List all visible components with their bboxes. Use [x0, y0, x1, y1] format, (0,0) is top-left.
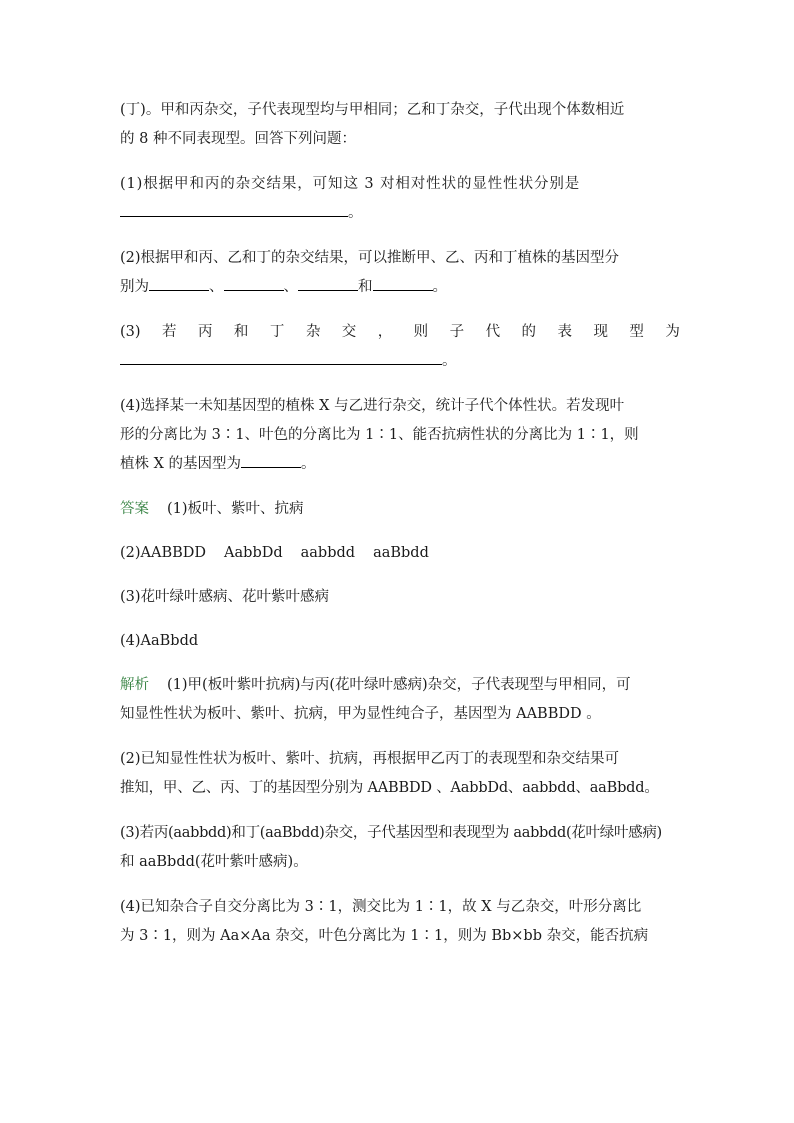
answer-blank: [241, 450, 301, 468]
text-line: (1)根据甲和丙的杂交结果，可知这 3 对相对性状的显性性状分别是: [120, 176, 581, 192]
analysis-1: [120, 671, 680, 729]
answer-blank: [224, 273, 284, 291]
text-line: 和 aaBbdd(花叶紫叶感病)。: [120, 854, 308, 870]
answer-2: (2)AABBDD AabbDd aabbdd aaBbdd: [120, 545, 429, 561]
text-line: (4)已知杂合子自交分离比为 3∶1，测交比为 1∶1，故 X 与乙杂交，叶形分离比: [120, 899, 642, 915]
answer-blank: [149, 273, 209, 291]
text-line: 为 3∶1，则为 Aa×Aa 杂交，叶色分离比为 1∶1，则为 Bb×bb 杂交，能否抗病: [120, 928, 649, 944]
question-4: [120, 392, 680, 479]
question-2: [120, 244, 680, 302]
text-line: 推知，甲、乙、丙、丁的基因型分别为 AABBDD 、AabbDd、aabbdd、aaBbdd。: [120, 780, 659, 796]
text-line: (4)选择某一未知基因型的植株 X 与乙进行杂交，统计子代个体性状。若发现叶: [120, 398, 625, 414]
question-1: [120, 170, 680, 228]
text-line: 形的分离比为 3∶1、叶色的分离比为 1∶1、能否抗病性状的分离比为 1∶1，则: [120, 427, 639, 443]
text-line: (丁)。甲和丙杂交，子代表现型均与甲相同；乙和丁杂交，子代出现个体数相近: [120, 102, 625, 118]
analysis-label: 解析: [120, 677, 149, 693]
spread-line: (3) 若 丙 和 丁 杂 交 ， 则 子 代 的 表 现 型 为: [120, 324, 680, 340]
answer-1: 答案 (1)板叶、紫叶、抗病: [120, 501, 304, 517]
text-line: 。: [120, 347, 680, 376]
question-intro: [120, 96, 680, 154]
answer-label: 答案: [120, 501, 149, 517]
answer-blank: [120, 199, 348, 217]
analysis-2: [120, 745, 680, 803]
document-content: [120, 96, 680, 967]
text-line: (2)根据甲和丙、乙和丁的杂交结果，可以推断甲、乙、丙和丁植株的基因型分: [120, 250, 620, 266]
text-line: 别为 、 、 和 。: [120, 273, 680, 302]
answer-3: (3)花叶绿叶感病、花叶紫叶感病: [120, 589, 330, 605]
analysis-4: [120, 893, 680, 951]
text-line: (2)已知显性性状为板叶、紫叶、抗病，再根据甲乙丙丁的表现型和杂交结果可: [120, 751, 620, 767]
answer-4: (4)AaBbdd: [120, 633, 199, 649]
text-line: 解析 (1)甲(板叶紫叶抗病)与丙(花叶绿叶感病)杂交，子代表现型与甲相同，可: [120, 677, 631, 693]
text-line: (3)若丙(aabbdd)和丁(aaBbdd)杂交，子代基因型和表现型为 aabbdd(花叶绿叶感病): [120, 825, 662, 841]
answer-blank: [298, 273, 358, 291]
answer-blank: [120, 347, 442, 365]
text-line: 的 8 种不同表现型。回答下列问题：: [120, 131, 356, 147]
question-3: [120, 318, 680, 376]
text-line: 植株 X 的基因型为 。: [120, 450, 680, 479]
analysis-3: [120, 819, 680, 877]
answer-blank: [373, 273, 433, 291]
text-line: 知显性性状为板叶、紫叶、抗病，甲为显性纯合子，基因型为 AABBDD 。: [120, 706, 601, 722]
text-line: 。: [120, 199, 680, 228]
